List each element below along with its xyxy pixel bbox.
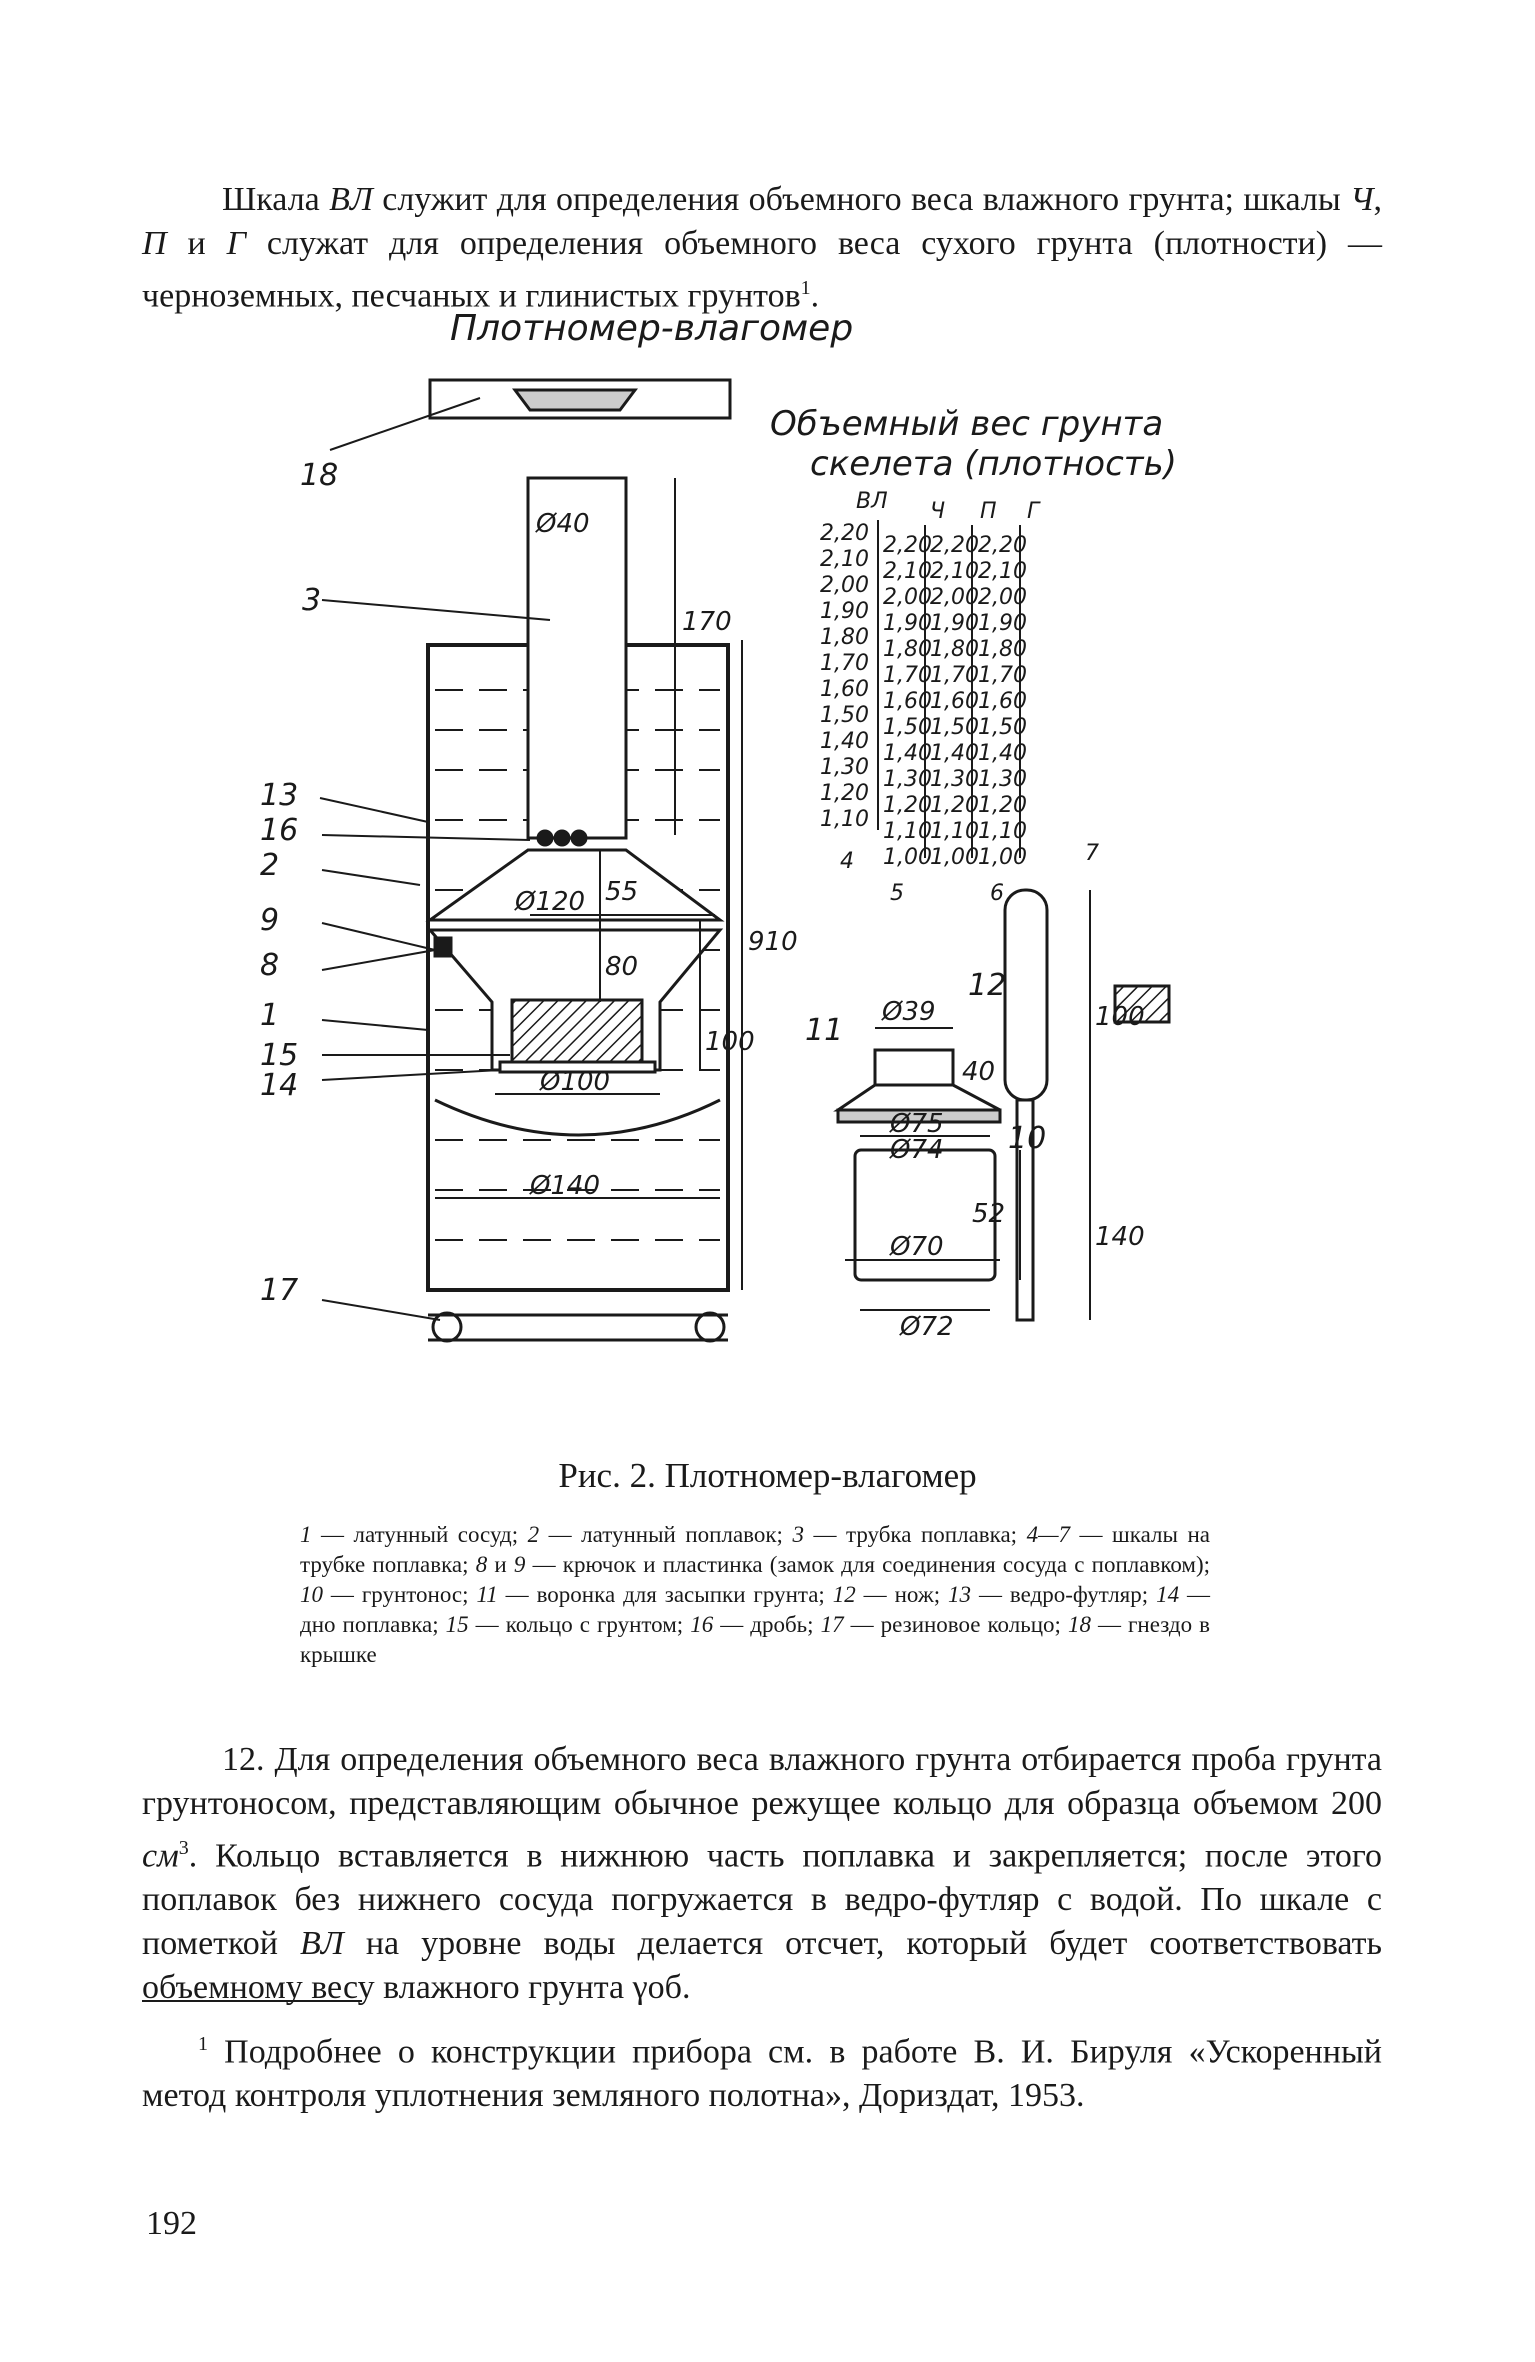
scale-value: 2,20 — [883, 533, 932, 558]
legend-number: 9 — [513, 1552, 526, 1577]
part-number: 1 — [260, 998, 280, 1033]
scale-value: 1,50 — [883, 715, 932, 740]
scale-value: 1,10 — [930, 819, 979, 844]
part-number: 2 — [260, 848, 280, 883]
scale-value: 2,10 — [978, 559, 1027, 584]
scale-column-label: Г — [1027, 499, 1040, 524]
legend-text: — дробь; — [713, 1612, 821, 1637]
part-number: 13 — [260, 778, 299, 813]
scale-column-label: П — [980, 499, 997, 524]
dimension-label: Ø140 — [530, 1171, 601, 1201]
footnote-ref: 1 — [800, 277, 811, 299]
dimension-label: Ø40 — [536, 509, 590, 539]
legend-text: — ведро-футляр; — [971, 1582, 1157, 1607]
scale-value: 2,20 — [930, 533, 979, 558]
footnote: $^1$ Подробнее о конструкции прибора см. в работе В. И. Бируля «Ускоренный метод контроля уплотнения земляного полотна», Дориздат, 1953. — [142, 2033, 1382, 2115]
legend-text: — латунный сосуд; — [311, 1522, 528, 1547]
scale-value: 1,90 — [930, 611, 979, 636]
scale-value: 1,20 — [930, 793, 979, 818]
scale-value: 1,70 — [820, 651, 869, 676]
scale-number: 4 — [840, 849, 854, 874]
part-number: 11 — [805, 1013, 844, 1048]
scale-value: 1,90 — [978, 611, 1027, 636]
scale-value: 1,40 — [883, 741, 932, 766]
legend-text: — трубка поплавка; — [803, 1522, 1027, 1547]
soil-ring-15 — [512, 1000, 642, 1062]
page-number: 192 — [146, 2205, 197, 2242]
scale-value: 1,40 — [978, 741, 1027, 766]
part-number: 10 — [1008, 1121, 1047, 1156]
dimension-label: 40 — [962, 1057, 996, 1087]
legend-number: 3 — [792, 1522, 804, 1547]
dimension-label: Ø74 — [890, 1135, 944, 1165]
scale-value: 1,20 — [978, 793, 1027, 818]
part-number: 3 — [302, 583, 322, 618]
scale-value: 1,10 — [820, 807, 869, 832]
part-number: 15 — [260, 1038, 299, 1073]
scale-value: 1,70 — [930, 663, 979, 688]
lock-9 — [435, 938, 451, 956]
funnel-11 — [875, 1050, 953, 1085]
dimension-label: 55 — [605, 877, 639, 907]
legend-text: — латунный поплавок; — [539, 1522, 793, 1547]
figure-caption: Рис. 2. Плотномер-влагомер — [558, 1456, 977, 1495]
dimension-label: 170 — [682, 607, 732, 637]
legend-number: 4—7 — [1026, 1522, 1071, 1547]
legend-text: — шкалы на трубке поплавка; — [300, 1522, 1210, 1577]
part-number: 14 — [260, 1068, 299, 1103]
dimension-label: Ø72 — [900, 1312, 954, 1342]
dimension-label: Ø39 — [882, 997, 936, 1027]
scale-number: 6 — [990, 881, 1004, 906]
scale-column-label: Ч — [930, 499, 946, 524]
legend-number: 18 — [1067, 1612, 1091, 1637]
scale-value: 1,80 — [930, 637, 979, 662]
scale-value: 1,70 — [978, 663, 1027, 688]
scale-value: 1,00 — [930, 845, 979, 870]
legend-text: и — [487, 1552, 514, 1577]
lid-socket-18 — [515, 390, 635, 410]
scale-value: 1,20 — [820, 781, 869, 806]
scale-value: 1,40 — [930, 741, 979, 766]
scale-value: 1,00 — [883, 845, 932, 870]
scale-value: 2,10 — [883, 559, 932, 584]
paragraph-1: Шкала ВЛ служит для определения объемного веса влажного грунта; шкалы Ч, П и Г служат для определения объемного веса сухого грунта (плотности) — черноземных, песчаных и глинистых грунтов$^1$. — [142, 181, 1383, 315]
scale-value: 2,10 — [930, 559, 979, 584]
legend-text: — резиновое кольцо; — [843, 1612, 1068, 1637]
scale-value: 1,60 — [820, 677, 869, 702]
legend-text: — грунтонос; — [323, 1582, 477, 1607]
scale-value: 1,70 — [883, 663, 932, 688]
scale-value: 1,80 — [820, 625, 869, 650]
legend-number: 11 — [476, 1582, 498, 1607]
legend-number: 8 — [475, 1552, 488, 1577]
scale-value: 1,40 — [820, 729, 869, 754]
dimension-label: Ø100 — [540, 1067, 611, 1097]
legend-text: — нож; — [855, 1582, 949, 1607]
part-number: 16 — [260, 813, 299, 848]
legend-number: 2 — [527, 1522, 540, 1547]
dimension-label: 100 — [705, 1027, 755, 1057]
scale-value: 1,30 — [820, 755, 869, 780]
scale-value: 1,60 — [930, 689, 979, 714]
rubber-ring-17 — [433, 1313, 461, 1341]
scale-header-line-2: скелета (плотность) — [810, 444, 1177, 484]
part-number: 18 — [300, 458, 339, 493]
legend-number: 17 — [820, 1612, 844, 1637]
figure-title: Плотномер-влагомер — [450, 308, 854, 349]
scale-value: 1,80 — [978, 637, 1027, 662]
knife-12 — [1005, 890, 1047, 1100]
legend-number: 14 — [1156, 1582, 1180, 1607]
scale-number: 7 — [1085, 841, 1099, 866]
vessel-bowl — [435, 1100, 720, 1135]
part-number: 17 — [260, 1273, 299, 1308]
legend-number: 1 — [300, 1522, 312, 1547]
legend-number: 13 — [948, 1582, 972, 1607]
dimension-label: 910 — [748, 927, 798, 957]
scale-value: 2,10 — [820, 547, 869, 572]
scale-value: 2,00 — [978, 585, 1027, 610]
dimension-label: Ø70 — [890, 1232, 944, 1262]
scale-value: 2,00 — [820, 573, 869, 598]
scale-value: 2,00 — [930, 585, 979, 610]
scale-value: 1,50 — [930, 715, 979, 740]
dimension-label: Ø120 — [515, 887, 586, 917]
scale-value: 1,90 — [820, 599, 869, 624]
scale-value: 2,20 — [978, 533, 1027, 558]
scale-value: 2,20 — [820, 521, 869, 546]
legend-text: — гнездо в крышке — [300, 1612, 1210, 1667]
scale-value: 2,00 — [883, 585, 932, 610]
scale-value: 1,80 — [883, 637, 932, 662]
device-figure — [260, 308, 1235, 1440]
scale-value: 1,60 — [883, 689, 932, 714]
footnote-mark: 1 — [198, 2033, 208, 2055]
scale-value: 1,30 — [978, 767, 1027, 792]
scale-value: 1,60 — [978, 689, 1027, 714]
part-number: 9 — [260, 903, 280, 938]
legend-number: 15 — [445, 1612, 469, 1637]
scale-value: 1,10 — [978, 819, 1027, 844]
scale-number: 5 — [890, 881, 904, 906]
dimension-label: 80 — [605, 952, 639, 982]
dimension-label: Ø75 — [890, 1109, 944, 1139]
figure-legend — [300, 1520, 1210, 1670]
legend-number: 10 — [300, 1582, 323, 1607]
scale-value: 1,20 — [883, 793, 932, 818]
scale-column-label: ВЛ — [856, 489, 888, 514]
dimension-label: 140 — [1095, 1222, 1145, 1252]
scale-value: 1,30 — [930, 767, 979, 792]
scale-value: 1,10 — [883, 819, 932, 844]
part-number: 12 — [968, 968, 1007, 1003]
footnote-rule — [142, 2000, 362, 2002]
scale-value: 1,50 — [978, 715, 1027, 740]
scale-header-line-1: Объемный вес грунта — [770, 404, 1164, 444]
scale-value: 1,00 — [978, 845, 1027, 870]
legend-number: 12 — [832, 1582, 856, 1607]
dimension-label: 52 — [972, 1199, 1006, 1229]
legend-text: — кольцо с грунтом; — [468, 1612, 691, 1637]
legend-text: — дно поплавка; — [300, 1582, 1211, 1637]
part-number: 8 — [260, 948, 280, 983]
scale-value: 1,50 — [820, 703, 869, 728]
legend-text: — воронка для засыпки грунта; — [497, 1582, 833, 1607]
scale-value: 1,90 — [883, 611, 932, 636]
scale-value: 1,30 — [883, 767, 932, 792]
dimension-label: 100 — [1095, 1002, 1145, 1032]
legend-number: 16 — [690, 1612, 714, 1637]
legend-text: — крючок и пластинка (замок для соединения сосуда с поплавком); — [525, 1552, 1211, 1577]
paragraph-2: 12. Для определения объемного веса влажного грунта отбирается проба грунта грунтоносом, представляющим обычное режущее кольцо для образца объемом 200 $см^3$. Кольцо вставляется в нижнюю часть поплавка и закрепляется; после этого поплавок без нижнего сосуда погружается в ведро-футляр с водой. По шкале с пометкой ВЛ на уровне воды делается отсчет, который будет соответствовать объемному весу влажного грунта γоб. — [142, 1741, 1383, 2007]
